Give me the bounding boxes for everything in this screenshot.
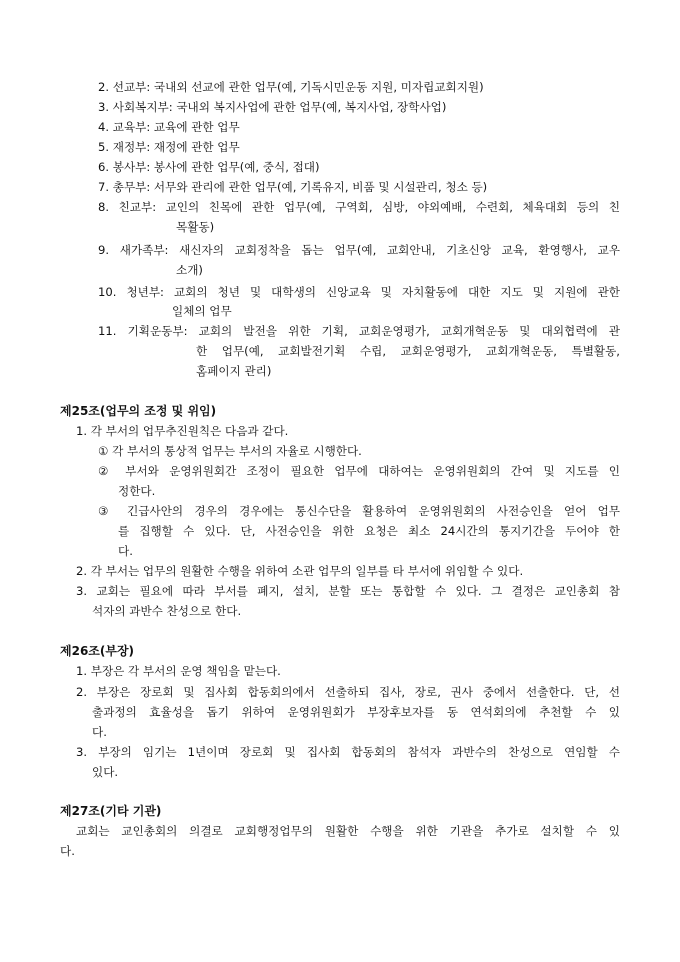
article-27-title: 제27조(기타 기관) bbox=[60, 804, 162, 818]
dept-item-2: 2. 선교부: 국내외 선교에 관한 업무(예, 기독시민운동 지원, 미자립교회지원) bbox=[98, 80, 484, 94]
dept-item-8-line1: 8. 친교부: 교인의 친목에 관한 업무(예, 구역회, 심방, 야외예배, 수련회, 체육대회 등의 친 bbox=[98, 200, 620, 214]
dept-item-4: 4. 교육부: 교육에 관한 업무 bbox=[98, 120, 240, 134]
dept-item-11-line1: 11. 기획운동부: 교회의 발전을 위한 기획, 교회운영평가, 교회개혁운동 및 대외협력에 관 bbox=[98, 324, 620, 338]
article-26-para-2-line1: 2. 부장은 장로회 및 집사회 합동회의에서 선출하되 집사, 장로, 권사 중에서 선출한다. 단, 선 bbox=[76, 685, 620, 699]
article-25-clause-2-line1: ② 부서와 운영위원회간 조정이 필요한 업무에 대하여는 운영위원회의 간여 및 지도를 인 bbox=[98, 464, 620, 478]
article-25-clause-3-line3: 다. bbox=[118, 544, 133, 558]
article-27-body-line2: 다. bbox=[60, 844, 75, 858]
dept-item-9-line1: 9. 새가족부: 새신자의 교회정착을 돕는 업무(예, 교회안내, 기초신앙 교육, 환영행사, 교우 bbox=[98, 243, 620, 257]
dept-item-9-line2: 소개) bbox=[176, 263, 203, 277]
dept-item-3: 3. 사회복지부: 국내외 복지사업에 관한 업무(예, 복지사업, 장학사업) bbox=[98, 100, 447, 114]
article-25-title: 제25조(업무의 조정 및 위임) bbox=[60, 404, 217, 418]
article-25-para-1: 1. 각 부서의 업무추진원칙은 다음과 같다. bbox=[76, 424, 289, 438]
article-25-para-2: 2. 각 부서는 업무의 원활한 수행을 위하여 소관 업무의 일부를 타 부서에 위임할 수 있다. bbox=[76, 564, 524, 578]
article-25-clause-1: ① 각 부서의 통상적 업무는 부서의 자율로 시행한다. bbox=[98, 444, 362, 458]
article-25-clause-3-line1: ③ 긴급사안의 경우의 경우에는 통신수단을 활용하여 운영위원회의 사전승인을 얻어 업무 bbox=[98, 504, 620, 518]
dept-item-6: 6. 봉사부: 봉사에 관한 업무(예, 중식, 접대) bbox=[98, 160, 320, 174]
dept-item-10-line1: 10. 청년부: 교회의 청년 및 대학생의 신앙교육 및 자치활동에 대한 지도 및 지원에 관한 bbox=[98, 285, 620, 299]
article-27-body-line1: 교회는 교인총회의 의결로 교회행정업무의 원활한 수행을 위한 기관을 추가로 설치할 수 있 bbox=[76, 824, 620, 838]
article-25-clause-3-line2: 를 집행할 수 있다. 단, 사전승인을 위한 요청은 최소 24시간의 통지기간을 두어야 한 bbox=[118, 524, 620, 538]
article-26-para-1: 1. 부장은 각 부서의 운영 책임을 맡는다. bbox=[76, 664, 281, 678]
article-26-title: 제26조(부장) bbox=[60, 644, 135, 658]
article-25-para-3-line1: 3. 교회는 필요에 따라 부서를 폐지, 설치, 분할 또는 통합할 수 있다. 그 결정은 교인총회 참 bbox=[76, 584, 620, 598]
article-26-para-2-line2: 출과정의 효율성을 돕기 위하여 운영위원회가 부장후보자를 동 연석회의에 추천할 수 있 bbox=[92, 705, 620, 719]
dept-item-10-line2: 일체의 업무 bbox=[172, 304, 232, 318]
article-25-para-3-line2: 석자의 과반수 찬성으로 한다. bbox=[92, 604, 242, 618]
article-26-para-3-line2: 있다. bbox=[92, 765, 119, 779]
dept-item-11-line2: 한 업무(예, 교회발전기획 수립, 교회운영평가, 교회개혁운동, 특별활동, bbox=[196, 344, 620, 358]
dept-item-7: 7. 총무부: 서무와 관리에 관한 업무(예, 기록유지, 비품 및 시설관리, 청소 등) bbox=[98, 180, 488, 194]
article-26-para-3-line1: 3. 부장의 임기는 1년이며 장로회 및 집사회 합동회의 참석자 과반수의 찬성으로 연임할 수 bbox=[76, 745, 620, 759]
dept-item-8-line2: 목활동) bbox=[176, 220, 215, 234]
article-25-clause-2-line2: 정한다. bbox=[118, 484, 156, 498]
dept-item-5: 5. 재정부: 재정에 관한 업무 bbox=[98, 140, 240, 154]
article-26-para-2-line3: 다. bbox=[92, 725, 107, 739]
dept-item-11-line3: 홈페이지 관리) bbox=[196, 364, 272, 378]
